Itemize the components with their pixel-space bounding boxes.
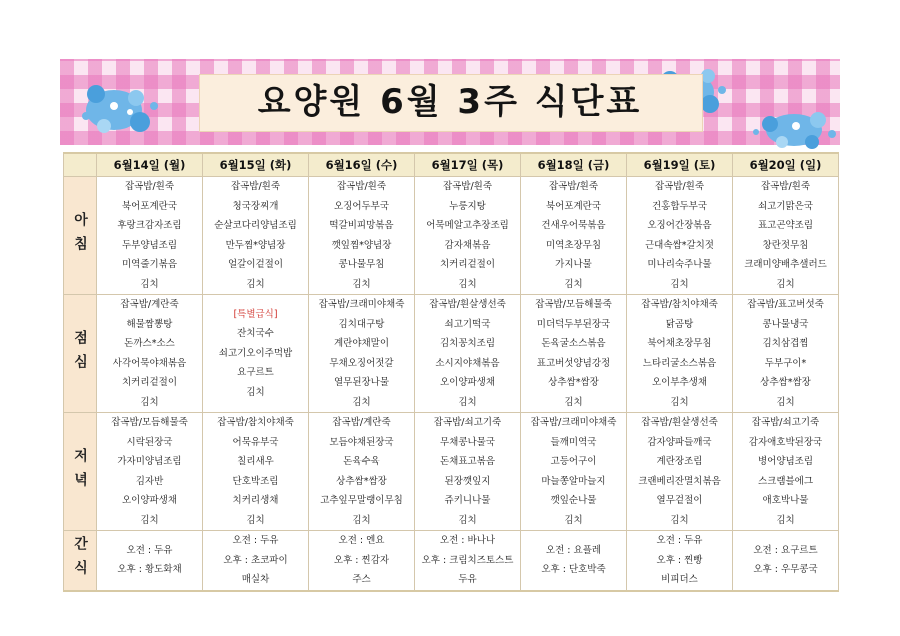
menu-item: 떡갈비피망볶음 (329, 220, 394, 231)
menu-item: 모듬야채된장국 (329, 436, 394, 448)
menu-item: 오후 : 찐감자 (333, 554, 390, 566)
menu-item: 요구르트 (237, 367, 274, 379)
menu-item: 무채오징어젓갈 (329, 357, 394, 369)
lunch-cell (97, 295, 203, 413)
menu-item: 스크램블에그 (757, 475, 814, 487)
menu-item: 단호박조림 (232, 475, 279, 487)
menu-item: 김치 (776, 514, 795, 526)
menu-item: 오이양파생채 (121, 495, 178, 506)
menu-item: 쥬키니나물 (444, 495, 491, 506)
menu-item: 오전 : 요플레 (545, 544, 602, 556)
breakfast-cell (97, 177, 203, 295)
lunch-cell (415, 295, 521, 413)
menu-item: 잡곡밥/흰살생선죽 (429, 299, 506, 310)
menu-item: 오전 : 요구르트 (753, 544, 818, 556)
menu-item: 잡곡밥/크래미야채죽 (530, 417, 617, 428)
breakfast-row (64, 177, 839, 295)
menu-item: 김치 (352, 278, 371, 290)
menu-item: 건새우어묵볶음 (541, 220, 606, 231)
lunch-cell (733, 295, 839, 413)
menu-item: 잡곡밥/계란죽 (120, 299, 179, 310)
menu-item: 마늘쫑알마늘지 (541, 475, 606, 487)
menu-item: 오전 : 바나나 (439, 535, 496, 546)
menu-item: 콩나물무침 (338, 259, 385, 270)
menu-item: 김치 (776, 396, 795, 408)
menu-item: [특별급식] (233, 308, 278, 320)
dinner-cell (415, 413, 521, 531)
menu-item: 잡곡밥/쇠고기죽 (433, 417, 502, 428)
menu-item: 들깨미역국 (550, 436, 597, 448)
menu-item: 치커리겉절이 (121, 377, 178, 388)
menu-item: 오이양파생채 (439, 377, 496, 388)
menu-item: 어묵유부국 (232, 436, 279, 448)
meal-label-text: 저녁 (72, 447, 88, 496)
menu-item: 크래미양배추샐러드 (744, 259, 827, 270)
menu-item: 상추쌈*쌈장 (548, 377, 599, 388)
menu-item: 잡곡밥/쇠고기죽 (751, 417, 820, 428)
menu-item: 잡곡밥/크래미야채죽 (318, 299, 405, 310)
snack-row (64, 531, 839, 591)
header-corner (64, 153, 97, 177)
menu-item: 잔치국수 (237, 328, 274, 340)
menu-item: 김치 (670, 514, 689, 526)
menu-item: 오후 : 우무콩국 (753, 564, 818, 576)
meal-label-dinner (64, 413, 97, 531)
menu-item: 잡곡밥/흰죽 (230, 181, 281, 192)
menu-item: 주스 (352, 574, 371, 585)
menu-item: 김치대구탕 (338, 318, 385, 330)
menu-item: 김치꽁치조림 (439, 338, 496, 349)
meal-label-text: 간식 (72, 536, 88, 585)
menu-item: 김치 (140, 396, 159, 408)
menu-item: 김치 (246, 278, 265, 290)
dinner-cell (97, 413, 203, 531)
menu-item: 크랜베리잔멸치볶음 (638, 475, 721, 487)
menu-item: 가자미양념조림 (117, 456, 182, 467)
menu-item: 오전 : 두유 (232, 535, 279, 546)
menu-item: 두유 (458, 574, 477, 585)
meal-label-lunch (64, 295, 97, 413)
menu-item: 표고곤약조림 (757, 220, 814, 231)
menu-item: 치커리겉절이 (439, 259, 496, 270)
menu-item: 김치 (564, 278, 583, 290)
menu-item: 된장깻잎지 (444, 475, 491, 487)
menu-item: 열무겉절이 (656, 495, 703, 506)
menu-item: 김치 (246, 386, 265, 398)
menu-item: 김치 (352, 514, 371, 526)
menu-item: 오이부추생채 (651, 377, 708, 388)
menu-item: 돈육수육 (343, 456, 380, 467)
menu-item: 표고버섯양념강정 (536, 357, 611, 369)
menu-item: 잡곡밥/흰죽 (654, 181, 705, 192)
menu-item: 잡곡밥/모듬해물죽 (535, 299, 612, 310)
menu-item: 쇠고기맑은국 (757, 200, 814, 212)
date-header-row (64, 153, 839, 177)
menu-item: 잡곡밥/흰죽 (124, 181, 175, 192)
menu-item: 치커리생채 (232, 495, 279, 506)
snack-cell (521, 531, 627, 591)
menu-item: 순살코다리양념조림 (214, 220, 297, 231)
menu-item: 누룽지탕 (449, 200, 486, 212)
snack-cell (733, 531, 839, 591)
menu-item: 콩나물냉국 (762, 318, 809, 330)
menu-item: 잡곡밥/흰살생선죽 (641, 417, 718, 428)
menu-item: 잡곡밥/계란죽 (332, 417, 391, 428)
menu-item: 시락된장국 (126, 436, 173, 448)
menu-item: 돈까스*소스 (124, 338, 175, 349)
menu-item: 두부양념조림 (121, 239, 178, 251)
menu-item: 칠리새우 (237, 456, 274, 467)
dinner-cell (733, 413, 839, 531)
menu-table (63, 152, 839, 592)
page-title: 요양원 6월 3주 식단표 (257, 82, 643, 122)
menu-item: 잡곡밥/흰죽 (336, 181, 387, 192)
menu-item: 가지나물 (555, 259, 592, 270)
menu-item: 사각어묵야채볶음 (112, 357, 187, 369)
menu-item: 김치 (352, 396, 371, 408)
menu-item: 오징어두부국 (333, 200, 390, 212)
menu-item: 돈육굴소스볶음 (541, 338, 606, 349)
snack-cell (415, 531, 521, 591)
dinner-cell (627, 413, 733, 531)
snack-cell (309, 531, 415, 591)
breakfast-cell (627, 177, 733, 295)
menu-item: 오전 : 두유 (126, 544, 173, 556)
menu-item: 김치삼겹찜 (762, 338, 809, 349)
menu-item: 김치 (458, 278, 477, 290)
menu-item: 김치 (140, 514, 159, 526)
menu-item: 김치 (670, 396, 689, 408)
menu-item: 열무된장나물 (333, 377, 390, 388)
meal-label-text: 아침 (72, 211, 88, 260)
menu-item: 오후 : 초코파이 (223, 554, 288, 566)
menu-item: 미역초장무침 (545, 239, 602, 251)
dinner-cell (521, 413, 627, 531)
menu-item: 청국장찌개 (232, 200, 279, 212)
menu-item: 쇠고기오이주먹밥 (218, 347, 293, 359)
menu-item: 감자양파들깨국 (647, 436, 712, 448)
menu-item: 후랑크감자조림 (117, 220, 182, 231)
lunch-cell (309, 295, 415, 413)
menu-item: 김치 (564, 514, 583, 526)
menu-item: 잡곡밥/참치야채죽 (217, 417, 294, 428)
menu-item: 창란젓무침 (762, 239, 809, 251)
date-header: 6월19일 (토) (627, 153, 733, 177)
menu-item: 북어채초장무침 (647, 338, 712, 349)
menu-item: 김자반 (135, 475, 164, 487)
menu-item: 잡곡밥/흰죽 (548, 181, 599, 192)
menu-item: 미나리숙주나물 (647, 259, 712, 270)
menu-item: 애호박나물 (762, 495, 809, 506)
breakfast-cell (733, 177, 839, 295)
breakfast-cell (415, 177, 521, 295)
snack-cell (97, 531, 203, 591)
meal-label-breakfast (64, 177, 97, 295)
meal-label-snack (64, 531, 97, 591)
menu-item: 잡곡밥/표고버섯죽 (747, 299, 824, 310)
date-header: 6월15일 (화) (203, 153, 309, 177)
menu-item: 어묵메알고추장조림 (426, 220, 509, 231)
menu-item: 김치 (246, 514, 265, 526)
menu-item: 잡곡밥/흰죽 (760, 181, 811, 192)
date-header: 6월14일 (월) (97, 153, 203, 177)
menu-item: 북어포계란국 (545, 200, 602, 212)
menu-item: 비피더스 (661, 574, 698, 585)
menu-item: 잡곡밥/모듬해물죽 (111, 417, 188, 428)
menu-item: 감자채볶음 (444, 239, 491, 251)
breakfast-cell (521, 177, 627, 295)
menu-item: 오전 : 두유 (656, 535, 703, 546)
menu-item: 상추쌈*쌈장 (336, 475, 387, 487)
menu-item: 근대속쌈*갈치젓 (645, 239, 714, 251)
menu-item: 오후 : 단호박죽 (541, 564, 606, 576)
menu-item: 고추잎무말랭이무침 (320, 495, 403, 506)
lunch-cell (627, 295, 733, 413)
dinner-cell (309, 413, 415, 531)
date-header: 6월18일 (금) (521, 153, 627, 177)
menu-item: 느타리굴소스볶음 (642, 357, 717, 369)
menu-item: 매실차 (241, 574, 270, 585)
menu-item: 오후 : 크림치즈토스트 (421, 554, 514, 566)
menu-item: 계란야채말이 (333, 338, 390, 349)
lunch-row (64, 295, 839, 413)
menu-item: 잡곡밥/참치야채죽 (641, 299, 718, 310)
lunch-cell (203, 295, 309, 413)
menu-item: 소시지야채볶음 (435, 357, 500, 369)
snack-cell (203, 531, 309, 591)
date-header: 6월20일 (일) (733, 153, 839, 177)
menu-item: 잡곡밥/흰죽 (442, 181, 493, 192)
menu-item: 돈채표고볶음 (439, 456, 496, 467)
blue-splash-far-right-icon (748, 102, 838, 158)
menu-item: 무채콩나물국 (439, 436, 496, 448)
menu-item: 북어포계란국 (121, 200, 178, 212)
menu-item: 건홍합두부국 (651, 200, 708, 212)
menu-item: 두부구이* (764, 357, 807, 369)
menu-item: 쇠고기떡국 (444, 318, 491, 330)
menu-item: 김치 (458, 514, 477, 526)
date-header: 6월16일 (수) (309, 153, 415, 177)
lunch-cell (521, 295, 627, 413)
menu-item: 깻잎찜*양념장 (331, 239, 392, 251)
menu-item: 감자애호박된장국 (748, 436, 823, 448)
menu-item: 미역줄기볶음 (121, 259, 178, 270)
date-header: 6월17일 (목) (415, 153, 521, 177)
menu-item: 오징어간장볶음 (647, 220, 712, 231)
menu-item: 닭곰탕 (665, 318, 694, 330)
menu-item: 해물짬뽕탕 (126, 318, 173, 330)
menu-item: 계란장조림 (656, 456, 703, 467)
menu-item: 만두찜*양념장 (225, 239, 286, 251)
menu-item: 오전 : 엔요 (338, 535, 385, 546)
menu-item: 미더덕두부된장국 (536, 318, 611, 330)
menu-item: 얼갈이겉절이 (227, 259, 284, 270)
dinner-cell (203, 413, 309, 531)
menu-item: 깻잎순나물 (550, 495, 597, 506)
breakfast-cell (203, 177, 309, 295)
breakfast-cell (309, 177, 415, 295)
meal-label-text: 점심 (72, 329, 88, 378)
menu-item: 김치 (458, 396, 477, 408)
blue-splash-left-icon (74, 76, 164, 142)
menu-item: 오후 : 황도화채 (117, 564, 182, 576)
menu-item: 고등어구이 (550, 456, 597, 467)
menu-item: 병어양념조림 (757, 456, 814, 467)
menu-item: 오후 : 찐빵 (656, 554, 703, 566)
snack-cell (627, 531, 733, 591)
menu-item: 김치 (564, 396, 583, 408)
dinner-row (64, 413, 839, 531)
menu-item: 김치 (670, 278, 689, 290)
menu-item: 상추쌈*쌈장 (760, 377, 811, 388)
menu-item: 김치 (776, 278, 795, 290)
menu-item: 김치 (140, 278, 159, 290)
